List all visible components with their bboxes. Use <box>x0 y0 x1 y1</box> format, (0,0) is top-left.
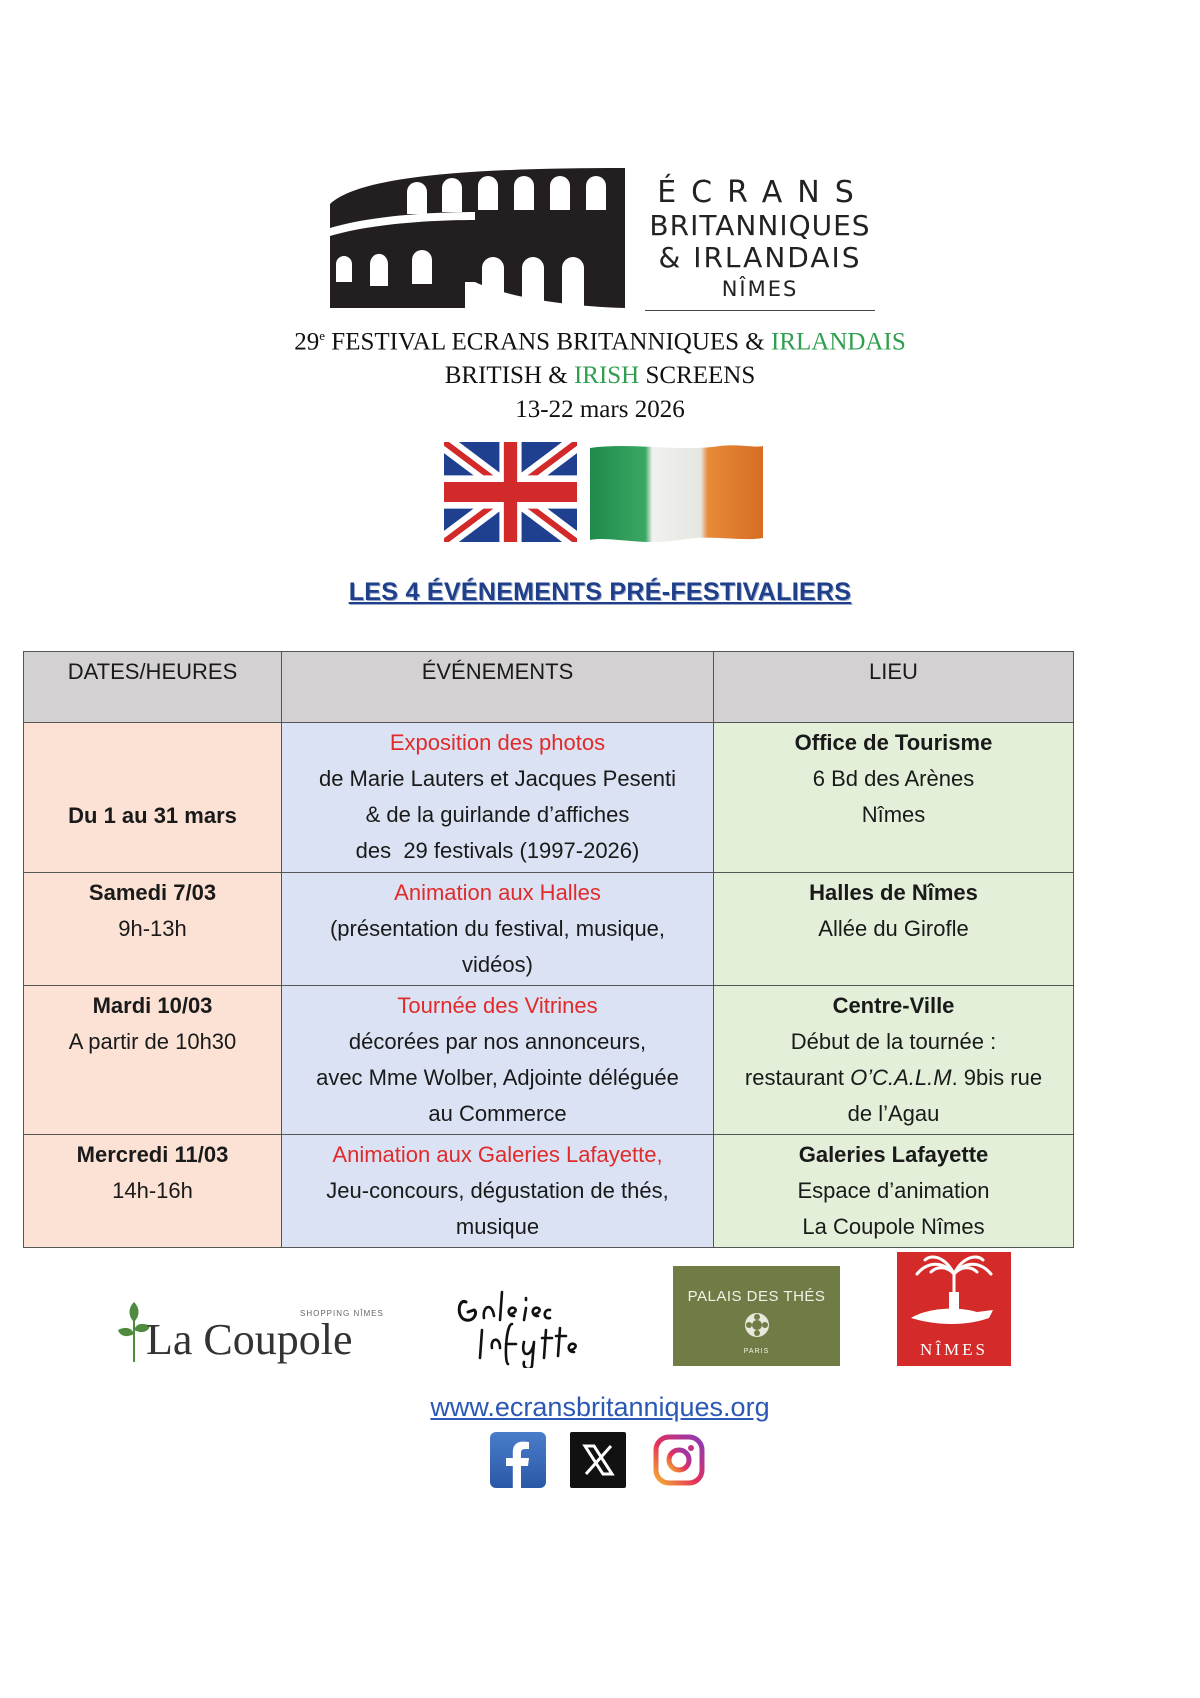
festival-number-suffix: e <box>319 328 326 343</box>
instagram-icon[interactable] <box>651 1432 707 1488</box>
date-cell <box>24 1135 282 1248</box>
header-dates: DATES/HEURES <box>24 652 282 723</box>
place-cell <box>714 986 1074 1135</box>
palais-emblem-icon <box>743 1311 771 1339</box>
nimes-name: NÎMES <box>920 1340 988 1359</box>
date-cell <box>24 873 282 986</box>
event-line: Jeu-concours, dégustation de thés, <box>326 1178 669 1203</box>
logo-line-ecrans: ÉCRANS <box>657 175 869 210</box>
logo-rule <box>645 310 875 311</box>
logo-line-irlandais: & IRLANDAIS <box>658 241 862 274</box>
palais-name: PALAIS DES THÉS <box>687 1288 826 1305</box>
table-row <box>24 723 1074 873</box>
header-events: ÉVÉNEMENTS <box>282 652 714 723</box>
place-cell <box>714 723 1074 873</box>
event-title: Exposition des photos <box>389 730 606 755</box>
event-cell <box>282 723 714 873</box>
place-line: de l’Agau <box>847 1101 940 1126</box>
event-cell <box>282 986 714 1135</box>
facebook-icon[interactable] <box>490 1432 546 1488</box>
festival-number: 29 <box>294 328 320 356</box>
table-row <box>24 873 1074 986</box>
event-line: au Commerce <box>428 1101 567 1126</box>
event-title: Animation aux Halles <box>394 880 601 905</box>
event-line: des 29 festivals (1997-2026) <box>355 838 640 863</box>
place-line: Allée du Girofle <box>818 916 969 941</box>
header-place: LIEU <box>714 652 1074 723</box>
logo-line-britanniques: BRITANNIQUES <box>649 209 871 242</box>
ireland-flag-icon <box>590 444 763 542</box>
festival-subtitle <box>0 362 1200 390</box>
event-line: décorées par nos annonceurs, <box>348 1029 647 1054</box>
event-time: 9h-13h <box>118 916 187 941</box>
place-rich-a: restaurant <box>744 1065 851 1090</box>
event-date: Mardi 10/03 <box>92 993 213 1018</box>
table-row <box>24 1135 1074 1248</box>
event-cell <box>282 1135 714 1248</box>
palais-sub: PARIS <box>743 1348 770 1355</box>
subtitle-irish: IRISH <box>573 362 640 389</box>
event-line: avec Mme Wolber, Adjointe déléguée <box>316 1065 679 1090</box>
place-rich-c: . 9bis rue <box>951 1065 1043 1090</box>
event-title: Tournée des Vitrines <box>397 993 598 1018</box>
coupole-name: La Coupole <box>146 1315 353 1364</box>
place-line: Espace d’animation <box>797 1178 990 1203</box>
logo-wordmark <box>640 176 880 311</box>
x-icon[interactable] <box>570 1432 626 1488</box>
uk-flag-icon <box>444 442 577 542</box>
section-title: LES 4 ÉVÉNEMENTS PRÉ-FESTIVALIERS <box>348 578 852 606</box>
place-cell <box>714 873 1074 986</box>
place-line: Début de la tournée : <box>790 1029 997 1054</box>
place-line: Nîmes <box>861 802 926 827</box>
event-date: Mercredi 11/03 <box>76 1142 229 1167</box>
galeries-name: Galeries Lafayette <box>542 1367 552 1368</box>
nimes-crocodile-palm-icon <box>897 1252 1011 1342</box>
event-line: de Marie Lauters et Jacques Pesenti <box>318 766 677 791</box>
event-time: A partir de 10h30 <box>68 1029 237 1054</box>
palais-des-thes-logo <box>673 1266 840 1366</box>
festival-title <box>0 328 1200 356</box>
event-line: vidéos) <box>462 952 533 977</box>
subtitle-screens: SCREENS <box>639 362 756 389</box>
event-date: Samedi 7/03 <box>88 880 217 905</box>
event-line: musique <box>455 1214 540 1239</box>
place-title: Office de Tourisme <box>794 730 993 755</box>
place-cell <box>714 1135 1074 1248</box>
date-cell <box>24 986 282 1135</box>
place-line: 6 Bd des Arènes <box>812 766 975 791</box>
coupole-tag: SHOPPING NÎMES <box>300 1309 384 1318</box>
place-title: Halles de Nîmes <box>809 880 978 905</box>
restaurant-name: O’C.A.L.M <box>850 1065 952 1090</box>
website-link[interactable]: www.ecransbritanniques.org <box>430 1392 770 1422</box>
events-table <box>23 651 1074 1248</box>
place-title: Centre-Ville <box>832 993 955 1018</box>
festival-dates: 13-22 mars 2026 <box>515 396 685 423</box>
arena-logo <box>330 168 625 308</box>
logo-line-nimes: NÎMES <box>721 277 799 301</box>
festival-title-irlandais: IRLANDAIS <box>771 328 906 356</box>
event-date: Du 1 au 31 mars <box>68 802 237 828</box>
event-title: Animation aux Galeries Lafayette, <box>332 1142 663 1167</box>
event-time: 14h-16h <box>112 1178 193 1203</box>
subtitle-british: BRITISH & <box>444 362 574 389</box>
galeries-lafayette-logo <box>452 1272 632 1368</box>
place-title: Galeries Lafayette <box>798 1142 989 1167</box>
table-row <box>24 986 1074 1135</box>
place-line: La Coupole Nîmes <box>802 1214 985 1239</box>
nimes-city-logo <box>897 1252 1011 1366</box>
date-cell <box>24 723 282 873</box>
la-coupole-logo <box>110 1296 410 1368</box>
place-line-rich <box>718 1060 1069 1096</box>
event-line: (présentation du festival, musique, <box>329 916 666 941</box>
festival-title-main: FESTIVAL ECRANS BRITANNIQUES & <box>325 328 771 356</box>
event-cell <box>282 873 714 986</box>
event-line: & de la guirlande d’affiches <box>365 802 630 827</box>
table-header-row <box>24 652 1074 723</box>
